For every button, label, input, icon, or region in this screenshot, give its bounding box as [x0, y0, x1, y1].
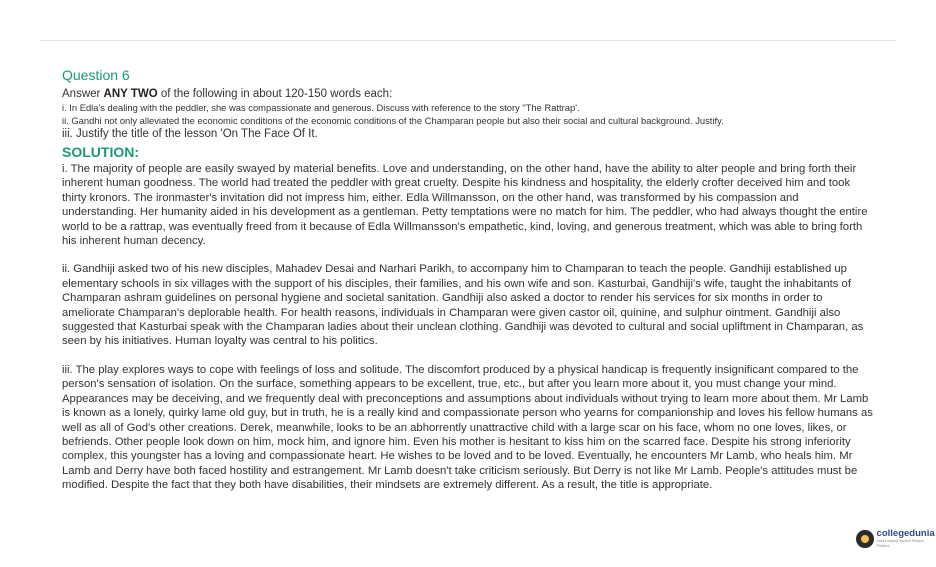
sub-question-2: ii. Gandhi not only alleviated the economic conditions of the economic conditions of the Champaran people but also their social and cultural background. Justify.	[62, 115, 724, 126]
instruction-prefix: Answer	[62, 88, 104, 100]
solution-title: SOLUTION:	[62, 144, 139, 160]
mascot-icon	[856, 530, 874, 548]
logo-tagline: India's largest Student Review Platform	[876, 539, 924, 548]
collegedunia-logo	[856, 529, 936, 549]
question-content	[62, 67, 874, 507]
question-instruction	[62, 87, 874, 101]
solution-paragraph-3: iii. The play explores ways to cope with feelings of loss and solitude. The discomfort produced by a physical handicap is frequently insignificant compared to the person's sensation of isolation. On the surface, something appears to be excellent, true, etc., but after you learn more about it, you must change your mind. Appearances may be deceiving, and we frequently deal with preconceptions and assumptions about individuals without trying to learn more about them. Mr Lamb is known as a lonely, quirky lame old guy, but in truth, he is a really kind and compassionate person who yearns for companionship and loves his fellow humans as well as all of God's other creations. Derek, meanwhile, looks to be an abhorrently unattractive child with a large scar on his face, whom no one loves, likes, or befriends. Other people look down on him, mock him, and ignore him. Even his mother is hesitant to kiss him on the scarred face. Despite his strong inferiority complex, this youngster has a loving and compassionate heart. He wishes to be loved and to be loved. Eventually, he encounters Mr Lamb, who heals him. Mr Lamb and Derry have both faced hostility and estrangement. Mr Lamb doesn't take criticism seriously. But Derry is not like Mr Lamb. People's attitudes must be modified. Despite the fact that they both have disabilities, their mindsets are extremely different. As a result, the title is appropriate.	[62, 363, 873, 492]
question-title: Question 6	[62, 67, 130, 83]
instruction-suffix: of the following in about 120-150 words each:	[157, 88, 393, 100]
top-divider	[40, 40, 896, 41]
solution-paragraph-1: i. The majority of people are easily swayed by material benefits. Love and understanding, on the other hand, have the ability to alter people and bring forth their inherent human goodness. The world had treated the peddler with great cruelty. Despite his kindness and hospitality, the elderly crofter deceived him and took thirty kronors. The ironmaster's invitation did not impress him, either. Edla Willmansson, on the other hand, was transformed by his compassion and understanding. Her humanity aided in his development as a gentleman. Petty temptations were no match for him. The peddler, who had always thought the entire world to be a rattrap, was eventually freed from it because of Edla Willmansson's empathetic, kind, loving, and generous treatment, which was able to bring forth his inherent human decency.	[62, 163, 868, 248]
sub-question-1: i. In Edla's dealing with the peddler, she was compassionate and generous. Discuss with reference to the story "The Rattrap'.	[62, 102, 580, 113]
logo-name: collegedunia	[876, 528, 935, 539]
instruction-emphasis: ANY TWO	[103, 88, 158, 100]
logo-text	[877, 529, 936, 549]
solution-paragraph-2: ii. Gandhiji asked two of his new disciples, Mahadev Desai and Narhari Parikh, to accompany him to Champaran to teach the people. Gandhiji established up elementary schools in six villages with the support of his disciples, their families, and his own wife and son. Kasturbai, Gandhiji's wife, taught the inhabitants of Champaran ashram guidelines on personal hygiene and societal sanitation. Gandhiji also asked a doctor to render his services for six months in order to ameliorate Champaran's deplorable health. For health reasons, individuals in Champaran were given castor oil, quinine, and sulphur ointment. Gandhiji also suggested that Kasturbai speak with the Champaran ladies about their unclean clothing. Gandhiji was devoted to cultural and social upliftment in Champaran, as seen by his initiatives. Human loyalty was central to his politics.	[62, 263, 864, 348]
sub-question-3: iii. Justify the title of the lesson 'On The Face Of It.	[62, 128, 318, 140]
